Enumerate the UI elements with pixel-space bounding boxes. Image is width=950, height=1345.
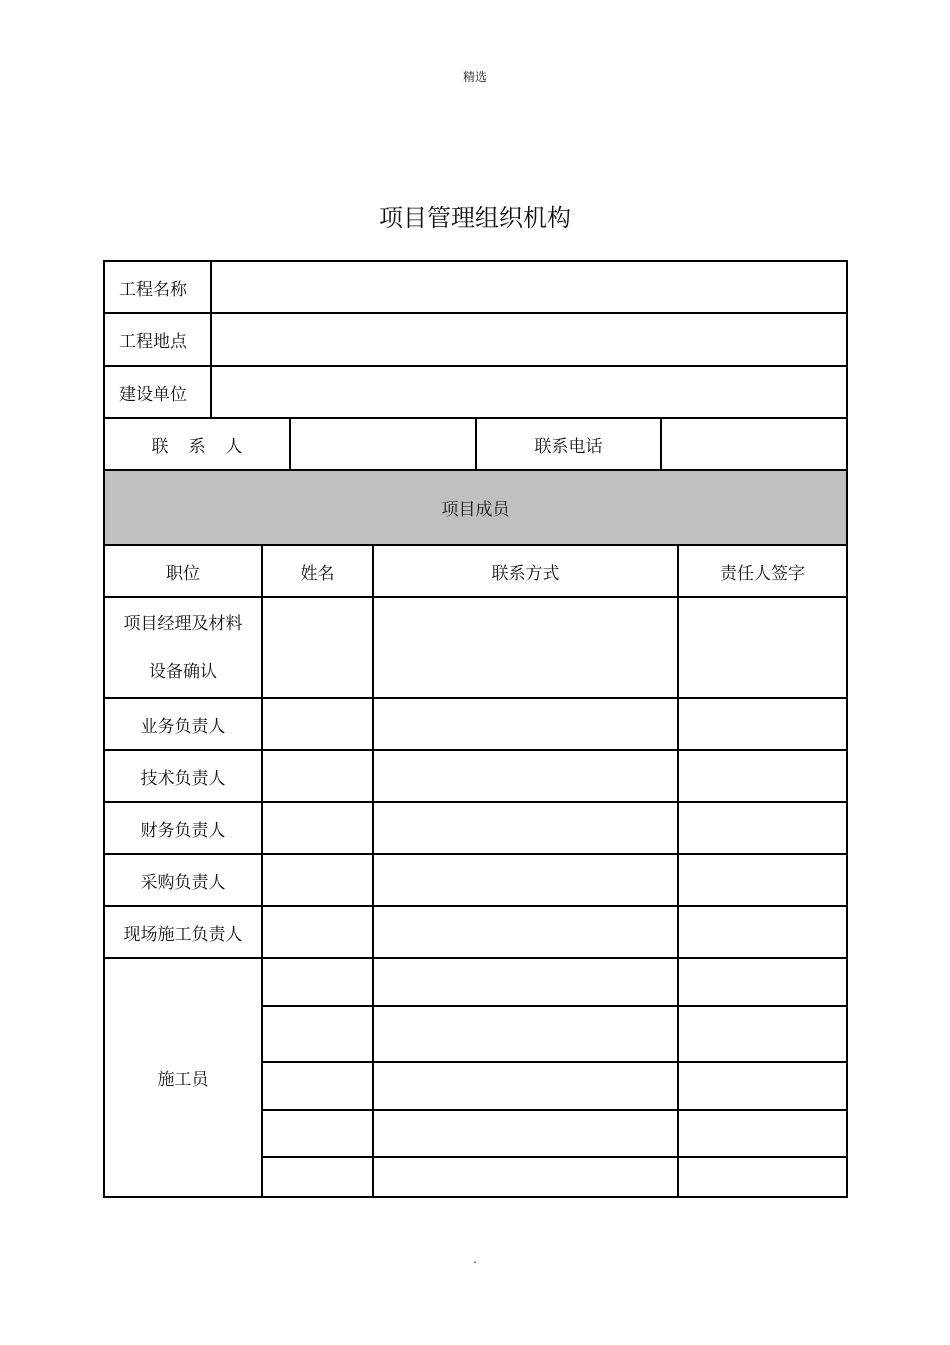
column-header-position: 职位 (166, 563, 200, 584)
role-builders: 施工员 (157, 1070, 209, 1090)
contact-person-label: 联系人 (151, 436, 263, 457)
footer-mark: . (473, 1252, 477, 1266)
project-site-label: 工程地点 (119, 332, 187, 352)
role-project-manager-line2: 设备确认 (149, 661, 217, 682)
role-business: 业务负责人 (140, 716, 226, 737)
construction-unit-field[interactable] (212, 367, 846, 417)
project-name-label: 工程名称 (119, 279, 187, 300)
header-mark: 精选 (462, 70, 487, 84)
contact-phone-field[interactable] (662, 419, 846, 469)
role-site-manager: 现场施工负责人 (123, 924, 243, 945)
project-name-field[interactable] (212, 262, 846, 312)
role-project-manager-line1: 项目经理及材料 (123, 613, 243, 634)
contact-person-field[interactable] (291, 419, 475, 469)
column-header-contact: 联系方式 (491, 563, 560, 584)
construction-unit-label: 建设单位 (119, 384, 187, 405)
page-title: 项目管理组织机构 (379, 204, 571, 232)
project-site-field[interactable] (212, 314, 846, 365)
contact-phone-label: 联系电话 (534, 436, 603, 457)
role-finance: 财务负责人 (140, 820, 226, 841)
org-form-table (103, 260, 848, 1198)
members-section-title: 项目成员 (441, 500, 510, 520)
column-header-signature: 责任人签字 (720, 563, 805, 584)
role-project-manager (105, 598, 261, 697)
role-tech: 技术负责人 (140, 768, 226, 789)
role-purchase: 采购负责人 (140, 872, 226, 893)
column-header-name: 姓名 (300, 563, 335, 584)
